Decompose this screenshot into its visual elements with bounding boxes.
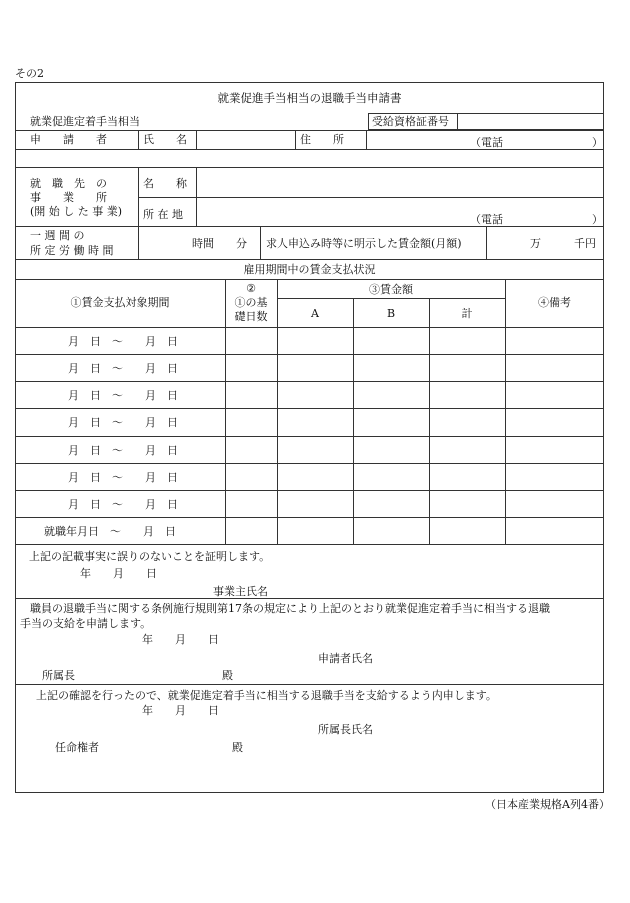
certification-date[interactable]: 年 月 日 — [80, 567, 157, 580]
employer-phone-close: ） — [592, 213, 603, 226]
col-b-header: B — [386, 307, 396, 320]
footer-note: （日本産業規格A列4番） — [485, 798, 610, 811]
page-label: その2 — [15, 67, 44, 80]
application-date[interactable]: 年 月 日 — [142, 633, 219, 646]
period-row-1[interactable]: 月 日 ～ 月 日 — [68, 335, 178, 348]
applicant-name-label: 氏 名 — [143, 133, 187, 146]
period-row-6[interactable]: 月 日 ～ 月 日 — [68, 471, 178, 484]
employer-location-label: 所 在 地 — [143, 208, 183, 221]
period-row-5[interactable]: 月 日 ～ 月 日 — [68, 444, 178, 457]
hours-label-2: 所 定 労 働 時 間 — [30, 244, 114, 257]
certification-statement: 上記の記載事実に誤りのないことを証明します。 — [29, 550, 271, 563]
col-days-header-1: ② — [246, 282, 256, 295]
employer-name-label: 名 称 — [143, 177, 187, 190]
hours-label-1: 一 週 間 の — [30, 229, 85, 242]
col-notes-header: ④備考 — [538, 296, 571, 309]
wage-section-title: 雇用期間中の賃金支払状況 — [243, 263, 376, 276]
wage-label: 求人申込み時等に明示した賃金額(月額) — [266, 237, 462, 250]
period-row-4[interactable]: 月 日 ～ 月 日 — [68, 416, 178, 429]
col-period-header: ①賃金支払対象期間 — [70, 296, 170, 309]
col-days-header-2: ①の基 — [234, 296, 268, 309]
applicant-signature-label: 申請者氏名 — [318, 652, 373, 665]
cert-number-field[interactable] — [460, 114, 602, 129]
employer-location-field[interactable] — [198, 198, 602, 225]
col-a-header: A — [311, 307, 319, 320]
period-row-7[interactable]: 月 日 ～ 月 日 — [68, 498, 178, 511]
col-days-header-3: 礎日数 — [234, 310, 268, 323]
period-row-3[interactable]: 月 日 ～ 月 日 — [68, 389, 178, 402]
application-statement-1: 職員の退職手当に関する条例施行規則第17条の規定により上記のとおり就業促進定着手当に相当する退職 — [30, 602, 550, 615]
request-addressee: 任命権者 — [55, 741, 99, 754]
hours-value[interactable]: 時間 分 — [192, 237, 247, 250]
applicant-address-label: 住 所 — [300, 133, 344, 146]
employer-label-3: (開 始 し た 事 業) — [30, 205, 123, 218]
application-addressee: 所属長 — [42, 669, 75, 682]
cert-number-label: 受給資格証番号 — [372, 115, 449, 128]
employer-signature-label: 事業主氏名 — [213, 585, 268, 598]
applicant-name-field[interactable] — [198, 131, 294, 148]
applicant-label: 申 請 者 — [30, 133, 107, 146]
applicant-phone-open: （電話 — [470, 136, 503, 149]
form-title: 就業促進手当相当の退職手当申請書 — [217, 91, 402, 105]
application-statement-2: 手当の支給を申請します。 — [20, 617, 152, 630]
period-row-8[interactable]: 就職年月日 ～ 月 日 — [44, 525, 176, 538]
col-amount-header: ③賃金額 — [369, 283, 413, 296]
employer-phone-open: （電話 — [470, 213, 503, 226]
applicant-phone-close: ） — [592, 136, 603, 149]
period-row-2[interactable]: 月 日 ～ 月 日 — [68, 362, 178, 375]
head-signature-label: 所属長氏名 — [318, 723, 373, 736]
application-honorific: 殿 — [222, 669, 233, 682]
employer-label-2: 事 業 所 — [30, 191, 107, 204]
request-statement: 上記の確認を行ったので、就業促進定着手当に相当する退職手当を支給するよう内申します。 — [36, 689, 497, 702]
employer-name-field[interactable] — [198, 168, 602, 196]
request-honorific: 殿 — [232, 741, 243, 754]
col-total-header: 計 — [461, 307, 473, 320]
request-date[interactable]: 年 月 日 — [142, 704, 219, 717]
employer-label-1: 就 職 先 の — [30, 177, 107, 190]
wage-value[interactable]: 万 千円 — [530, 237, 596, 250]
section-label: 就業促進定着手当相当 — [30, 115, 140, 128]
